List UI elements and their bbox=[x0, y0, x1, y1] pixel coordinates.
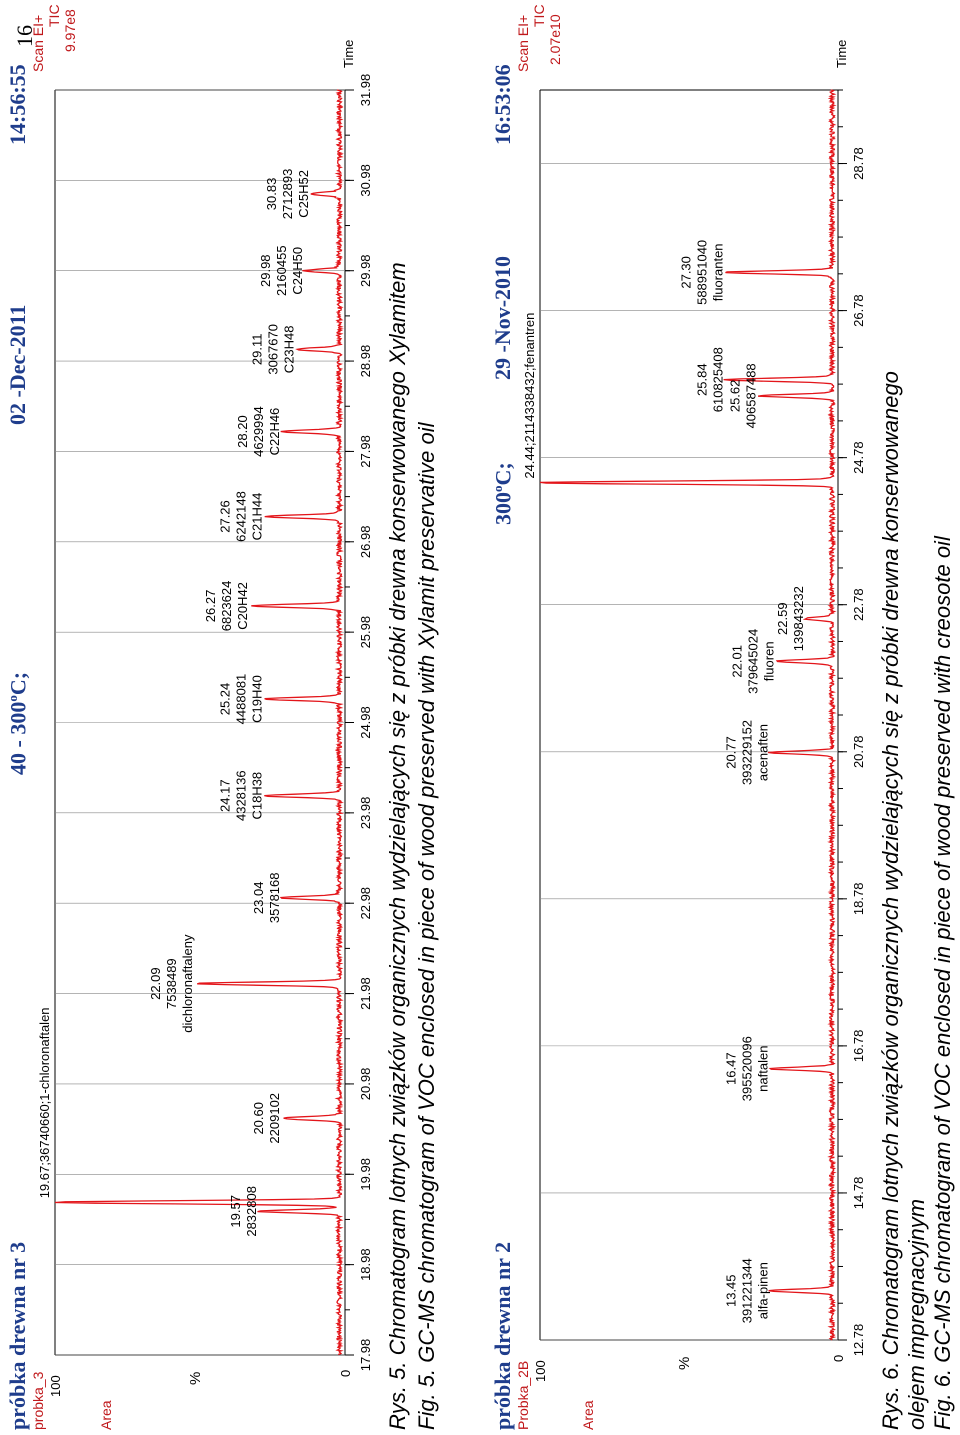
peak-label: C19H40 bbox=[249, 675, 265, 723]
x-tick-label: 25.98 bbox=[358, 615, 373, 649]
x-tick-label: 18.98 bbox=[358, 1248, 373, 1281]
peak-label: 7538489 bbox=[164, 958, 179, 1009]
x-tick-label: 28.98 bbox=[358, 344, 373, 378]
chart1-conditions: 40 - 300$^o$C; bbox=[5, 671, 31, 775]
x-tick-label: 19.98 bbox=[358, 1158, 373, 1191]
peak-label: 29.11 bbox=[249, 333, 265, 366]
peak-label: 139843232 bbox=[791, 586, 807, 652]
x-tick-label: 27.98 bbox=[358, 435, 373, 468]
peak-label: 3067670 bbox=[265, 324, 281, 375]
x-tick-label: 17.98 bbox=[358, 1338, 373, 1372]
chart2-caption-pl-2: olejem impregnacyjnym bbox=[904, 1198, 929, 1430]
chart2-date: 29 -Nov-2010 bbox=[490, 255, 515, 380]
peak-label: 610825408 bbox=[710, 347, 726, 413]
peak-label: 379645024 bbox=[745, 628, 761, 694]
x-tick-label: 20.78 bbox=[851, 735, 866, 769]
y-tick-label: 0 bbox=[338, 1369, 353, 1377]
peak-label: 25.62 bbox=[727, 379, 743, 413]
peak-label: alfa-pinen bbox=[755, 1262, 771, 1320]
peak-label: 30.83 bbox=[264, 177, 279, 211]
peak-label: C23H48 bbox=[281, 325, 297, 374]
peak-label: 29.98 bbox=[258, 254, 274, 287]
y-tick-label: 100 bbox=[533, 1360, 548, 1382]
peak-label: 2209102 bbox=[267, 1092, 282, 1144]
x-tick-label: 26.78 bbox=[851, 294, 866, 327]
chart1-tic-value: 9.97e8 bbox=[62, 9, 78, 52]
peak-label: acenaften bbox=[755, 723, 771, 782]
peak-label: C18H38 bbox=[249, 771, 265, 820]
chart2-conditions: 300$^o$C; bbox=[490, 462, 516, 525]
chart2-sample-id: Probka_2B bbox=[515, 1360, 531, 1430]
peak-label: C21H44 bbox=[249, 492, 265, 541]
peak-label: 25.24 bbox=[217, 682, 233, 716]
peak-label: 23.04 bbox=[251, 881, 266, 915]
x-tick-label: 20.98 bbox=[358, 1067, 373, 1101]
chart2-scan-label: Scan EI+ bbox=[515, 14, 531, 72]
peak-label: 20.77 bbox=[723, 736, 739, 769]
peak-label: 2712893 bbox=[280, 168, 295, 220]
x-tick-label: 23.98 bbox=[358, 796, 373, 830]
peak-label: 395520096 bbox=[739, 1036, 755, 1102]
chart1-sample-id: probka_3 bbox=[30, 1371, 46, 1430]
peak-label: 24.17 bbox=[217, 779, 233, 812]
peak-label: 2832808 bbox=[243, 1186, 259, 1237]
x-axis-label: Time bbox=[341, 39, 356, 68]
chart2-caption-pl: Rys. 6. Chromatogram lotnych związków organicznych wydzielających się z próbki drewna konserwowanego bbox=[878, 371, 903, 1430]
chart1-tic-label: TIC bbox=[46, 4, 62, 27]
chart1-date: 02 -Dec-2011 bbox=[5, 304, 30, 425]
peak-label: 19.67;36740660;1-chloronaftalen bbox=[37, 1007, 52, 1199]
peak-label: C22H46 bbox=[267, 407, 282, 456]
y-tick-label: 100 bbox=[48, 1375, 63, 1397]
peak-label: 406587488 bbox=[743, 363, 759, 429]
chart2-area-label: Area bbox=[580, 1400, 596, 1430]
x-tick-label: 18.78 bbox=[851, 882, 866, 916]
peak-label: 4328136 bbox=[233, 770, 249, 822]
chart1-area-label: Area bbox=[98, 1400, 114, 1430]
peak-label: 25.84 bbox=[694, 363, 710, 396]
peak-label: 393229152 bbox=[739, 719, 755, 786]
peak-label: 4629994 bbox=[251, 406, 266, 457]
peak-label: 26.27 bbox=[203, 589, 219, 623]
peak-label: naftalen bbox=[755, 1045, 771, 1092]
peak-label: dichloronaftaleny bbox=[180, 934, 195, 1033]
x-tick-label: 21.98 bbox=[358, 977, 373, 1010]
chart1-time: 14:56:55 bbox=[5, 64, 30, 145]
x-tick-label: 22.98 bbox=[358, 886, 373, 920]
peak-label: 4488081 bbox=[233, 673, 249, 725]
y-axis-percent: % bbox=[676, 1356, 693, 1370]
peak-label: 13.45 bbox=[723, 1274, 739, 1308]
chart1-scan-label: Scan EI+ bbox=[30, 14, 46, 72]
chart2-time: 16:53:06 bbox=[490, 64, 515, 145]
x-axis-label: Time bbox=[834, 39, 849, 68]
peak-label: 20.60 bbox=[251, 1101, 266, 1135]
peak-label: 3578168 bbox=[267, 872, 282, 924]
x-tick-label: 22.78 bbox=[851, 588, 866, 621]
peak-label: 6242148 bbox=[233, 491, 249, 542]
chart1-caption-pl: Rys. 5. Chromatogram lotnych związków organicznych wydzielających się z próbki drewna konserwowanego Xylamitem bbox=[385, 262, 410, 1430]
x-tick-label: 26.98 bbox=[358, 525, 373, 559]
peak-label: C20H42 bbox=[235, 582, 251, 630]
peak-label: C24H50 bbox=[290, 246, 306, 295]
chart2-caption-en: Fig. 6. GC-MS chromatogram of VOC enclosed in piece of wood preserved with creosote oil bbox=[930, 536, 955, 1430]
peak-label: fluoranten bbox=[710, 243, 726, 302]
x-tick-label: 28.78 bbox=[851, 147, 866, 180]
x-tick-label: 14.78 bbox=[851, 1176, 866, 1210]
peak-label: 22.09 bbox=[148, 967, 163, 1000]
x-tick-label: 30.98 bbox=[358, 164, 373, 197]
peak-label: 22.01 bbox=[729, 645, 745, 678]
chart1-caption-en: Fig. 5. GC-MS chromatogram of VOC enclosed in piece of wood preserved with Xylamit preservative oil bbox=[414, 422, 439, 1430]
peak-label: C25H52 bbox=[296, 170, 311, 218]
peak-label: 588951040 bbox=[694, 239, 710, 305]
peak-label: 28.20 bbox=[235, 415, 250, 448]
peak-label: 22.59 bbox=[775, 602, 791, 635]
peak-label: 6823624 bbox=[219, 580, 235, 632]
x-tick-label: 16.78 bbox=[851, 1029, 866, 1063]
chart1-title: próbka drewna nr 3 bbox=[5, 1241, 30, 1430]
peak-label: 24.44;2114338432;fenantren bbox=[522, 312, 537, 479]
x-tick-label: 31.98 bbox=[358, 73, 373, 107]
peak-label: 2160455 bbox=[274, 245, 290, 297]
peak-label: 391221344 bbox=[739, 1258, 755, 1324]
chart2-tic-label: TIC bbox=[531, 4, 547, 27]
chart2-title: próbka drewna nr 2 bbox=[490, 1241, 515, 1430]
x-tick-label: 24.98 bbox=[358, 706, 373, 739]
peak-label: 27.30 bbox=[678, 256, 694, 289]
page-number: 16 bbox=[12, 25, 37, 47]
y-tick-label: 0 bbox=[831, 1354, 846, 1362]
peak-label: 19.57 bbox=[227, 1195, 243, 1228]
y-axis-percent: % bbox=[187, 1371, 204, 1385]
chart2-tic-value: 2.07e10 bbox=[547, 14, 563, 65]
x-tick-label: 24.78 bbox=[851, 441, 866, 474]
peak-label: 16.47 bbox=[723, 1052, 739, 1085]
x-tick-label: 29.98 bbox=[358, 254, 373, 287]
x-tick-label: 12.78 bbox=[851, 1323, 866, 1357]
peak-label: fluoren bbox=[761, 641, 777, 682]
peak-label: 27.26 bbox=[217, 500, 233, 533]
